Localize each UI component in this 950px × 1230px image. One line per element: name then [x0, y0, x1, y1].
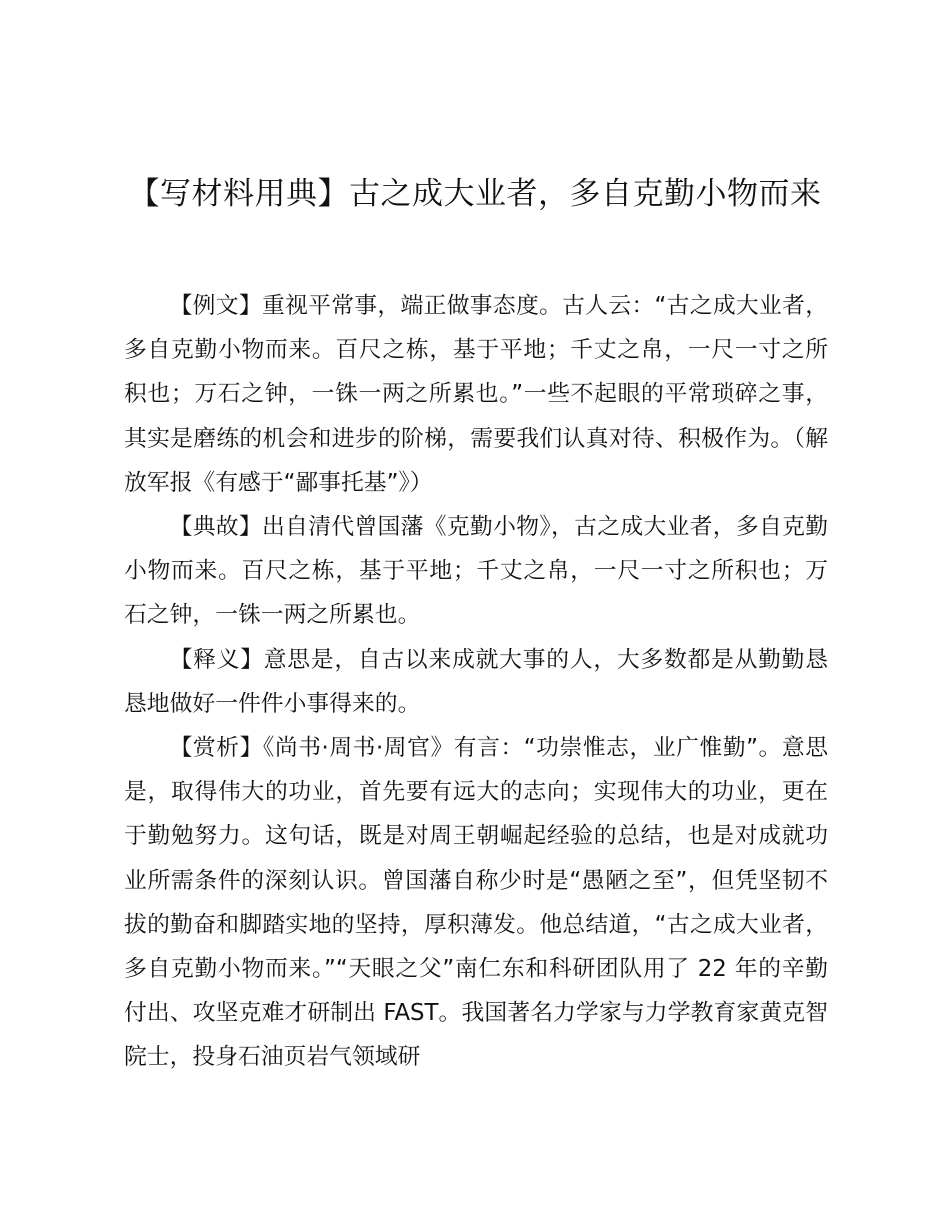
document-body [124, 284, 828, 1080]
paragraph-example: 【例文】重视平常事，端正做事态度。古人云：“古之成大业者，多自克勤小物而来。百尺之栋，基于平地；千丈之帛，一尺一寸之所积也；万石之钟，一铢一两之所累也。”一些不起眼的平常琐碎之事，其实是磨练的机会和进步的阶梯，需要我们认真对待、积极作为。（解放军报《有感于“鄙事托基”》） [124, 293, 828, 496]
paragraph-analysis: 【赏析】《尚书·周书·周官》有言：“功崇惟志，业广惟勤”。意思是，取得伟大的功业，首先要有远大的志向；实现伟大的功业，更在于勤勉努力。这句话，既是对周王朝崛起经验的总结，也是对成就功业所需条件的深刻认识。曾国藩自称少时是“愚陋之至”，但凭坚韧不拔的勤奋和脚踏实地的坚持，厚积薄发。他总结道，“古之成大业者，多自克勤小物而来。”“天眼之父”南仁东和科研团队用了 22 年的辛勤付出、攻坚克难才研制出 FAST。我国著名力学家与力学教育家黄克智院士，投身石油页岩气领域研 [124, 735, 828, 1071]
document-title: 【写材料用典】古之成大业者，多自克勤小物而来 [128, 176, 822, 212]
paragraph-allusion: 【典故】出自清代曾国藩《克勤小物》，古之成大业者，多自克勤小物而来。百尺之栋，基于平地；千丈之帛，一尺一寸之所积也；万石之钟，一铢一两之所累也。 [124, 514, 828, 629]
paragraph-meaning: 【释义】意思是，自古以来成就大事的人，大多数都是从勤勤恳恳地做好一件件小事得来的。 [124, 646, 828, 717]
